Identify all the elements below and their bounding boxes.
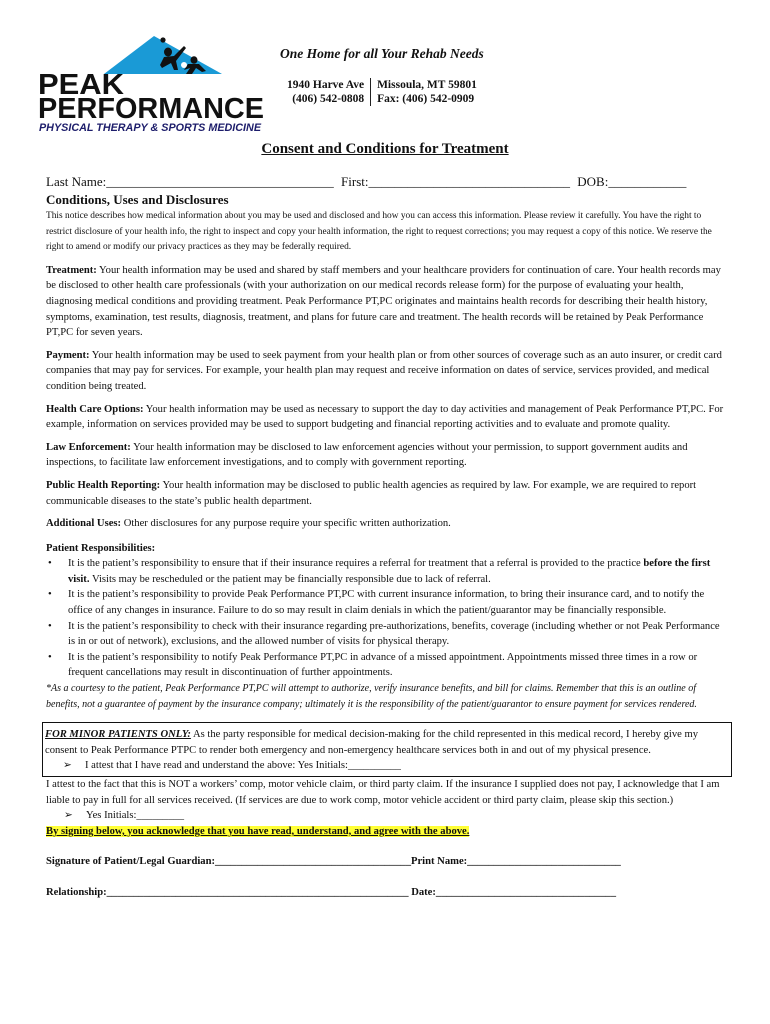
last-name-field[interactable]: Last Name:___________________________________ xyxy=(46,174,334,189)
first-name-field[interactable]: First:_______________________________ xyxy=(341,174,571,189)
section-public-health: Public Health Reporting: Your health information may be disclosed to public health agencies as required by law. For example, we are required to report communicable diseases to the state’s public health department. xyxy=(46,479,697,507)
insurance-attestation: I attest to the fact that this is NOT a workers’ comp, motor vehicle claim, or third party claim. If the insurance I supplied does not pay, I acknowledge that I am liable to pay in full for all services received. (If services are due to work comp, motor vehicle accident or third party claim, please skip this section.) xyxy=(46,779,720,806)
arrow-bullet-icon: ➢ xyxy=(64,810,73,822)
conditions-heading: Conditions, Uses and Disclosures xyxy=(46,192,229,207)
signature-line[interactable]: Signature of Patient/Legal Guardian:_____________________________________Print Name:_____________________________ xyxy=(46,856,621,868)
list-item: • It is the patient’s responsibility to provide Peak Performance PT,PC with current insurance information, to bring their insurance card, and to notify the office of any changes in insurance. Failure to do so may result in claim denials in which the patient/guarantor may be financially responsible. xyxy=(46,587,726,618)
tagline: One Home for all Your Rehab Needs xyxy=(280,46,484,61)
section-law-enforcement: Law Enforcement: Your health information may be disclosed to law enforcement agencies without your permission, to support government audits and inspections, to facilitate law enforcement investigations, and to comply with government reporting. xyxy=(46,441,688,469)
logo-word-performance: PERFORMANCE xyxy=(38,93,264,125)
list-item: • It is the patient’s responsibility to check with their insurance regarding pre-authorizations, benefits, coverage (including whether or not Peak Performance is in or out of network), exclusions, and the allowed number of visits for physical therapy. xyxy=(46,619,726,650)
relationship-date-line[interactable]: Relationship:_________________________________________________________ Date:__________________________________ xyxy=(46,886,616,898)
minor-consent-text: As the party responsible for medical decision-making for the child represented in this medical record, I hereby give my consent to Peak Performance PTPC to render both emergency and non-emergency healthcare services both in and out of my physical presence. xyxy=(45,729,699,756)
section-health-care-options: Health Care Options: Your health information may be used as necessary to support the day to day activities and management of Peak Performance PT,PC. For example, information on services provided may be used to support budgeting and financial reporting activities and to evaluate and promote quality. xyxy=(46,403,724,431)
fax-number: Fax: (406) 542-0909 xyxy=(377,93,475,105)
city-state: Missoula, MT 59801 xyxy=(377,79,477,91)
dob-field[interactable]: DOB:____________ xyxy=(577,174,687,189)
section-payment: Payment: Your health information may be used to seek payment from your health plan or from other sources of coverage such as an auto insurer, or credit card companies that may pay for services. For example, your health plan may request and receive information on dates of service, services provided, and medical condition being treated. xyxy=(46,349,722,392)
minor-attest-row xyxy=(45,758,727,774)
arrow-bullet-icon: ➢ xyxy=(63,760,72,772)
list-item: • It is the patient’s responsibility to notify Peak Performance PT,PC in advance of a missed appointment. Appointments missed three times in a row or frequent cancellations may result in discontinuation of further appointments. xyxy=(46,650,726,681)
address-block xyxy=(287,78,477,106)
minor-consent-box xyxy=(42,722,732,777)
list-item: • It is the patient’s responsibility to ensure that if their insurance requires a referral for treatment that a referral is provided to the practice before the first visit. Visits may be rescheduled or the patient may be financially responsible due to lack of referral. xyxy=(46,556,726,587)
insurance-attest-text[interactable]: Yes Initials:_________ xyxy=(86,810,185,822)
section-treatment: Treatment: Your health information may be used and shared by staff members and your healthcare providers for continuation of care. Your health records may be disclosed to other health care professionals (with your authorization on our medical records release form) for the purpose of evaluating your health, diagnosing medical conditions and providing treatment. Peak Performance PT,PC originates and maintains health records for describing their health history, symptoms, examination, test results, diagnosis, treatment, and plans for future care and treatment. The health records will be retained by Peak Performance PT,PC for seven years. xyxy=(46,264,721,339)
privacy-notice-intro: This notice describes how medical information about you may be used and disclosed and how you can access this information. Please review it carefully. You have the right to restrict disclosure of your health info, the right to inspect and copy your health information, the right to request corrections; you may request a copy of this notice. We reserve the right to amend or modify our privacy practices as they may be federally required. xyxy=(46,211,712,253)
insurance-attest-row xyxy=(46,808,726,824)
logo-word-peak: PEAK xyxy=(38,69,125,101)
section-additional-uses: Additional Uses: Other disclosures for any purpose require your specific written authorization. xyxy=(46,518,451,530)
minor-label: FOR MINOR PATIENTS ONLY: xyxy=(45,729,191,741)
document-title: Consent and Conditions for Treatment xyxy=(261,141,509,157)
form-body xyxy=(46,192,726,901)
street-address: 1940 Harve Ave xyxy=(287,79,365,91)
phone-number: (406) 542-0808 xyxy=(292,93,365,105)
logo-subtitle: PHYSICAL THERAPY & SPORTS MEDICINE xyxy=(39,122,262,134)
minor-attest-text[interactable]: I attest that I have read and understand the above: Yes Initials:__________ xyxy=(85,760,401,772)
patient-name-row xyxy=(46,174,690,190)
courtesy-note: *As a courtesy to the patient, Peak Performance PT,PC will attempt to authorize, verify insurance benefits, and bill for claims. Remember that this is an outline of benefits, not a guarantee of payment by the insurance company; ultimately it is the responsibility of the patient/guarantor to ensure payment for services rendered. xyxy=(46,683,697,710)
acknowledgement: By signing below, you acknowledge that you have read, understand, and agree with the above. xyxy=(46,825,470,837)
responsibilities-list xyxy=(46,556,726,681)
peak-performance-logo xyxy=(36,30,268,134)
responsibilities-heading: Patient Responsibilities: xyxy=(46,542,156,554)
